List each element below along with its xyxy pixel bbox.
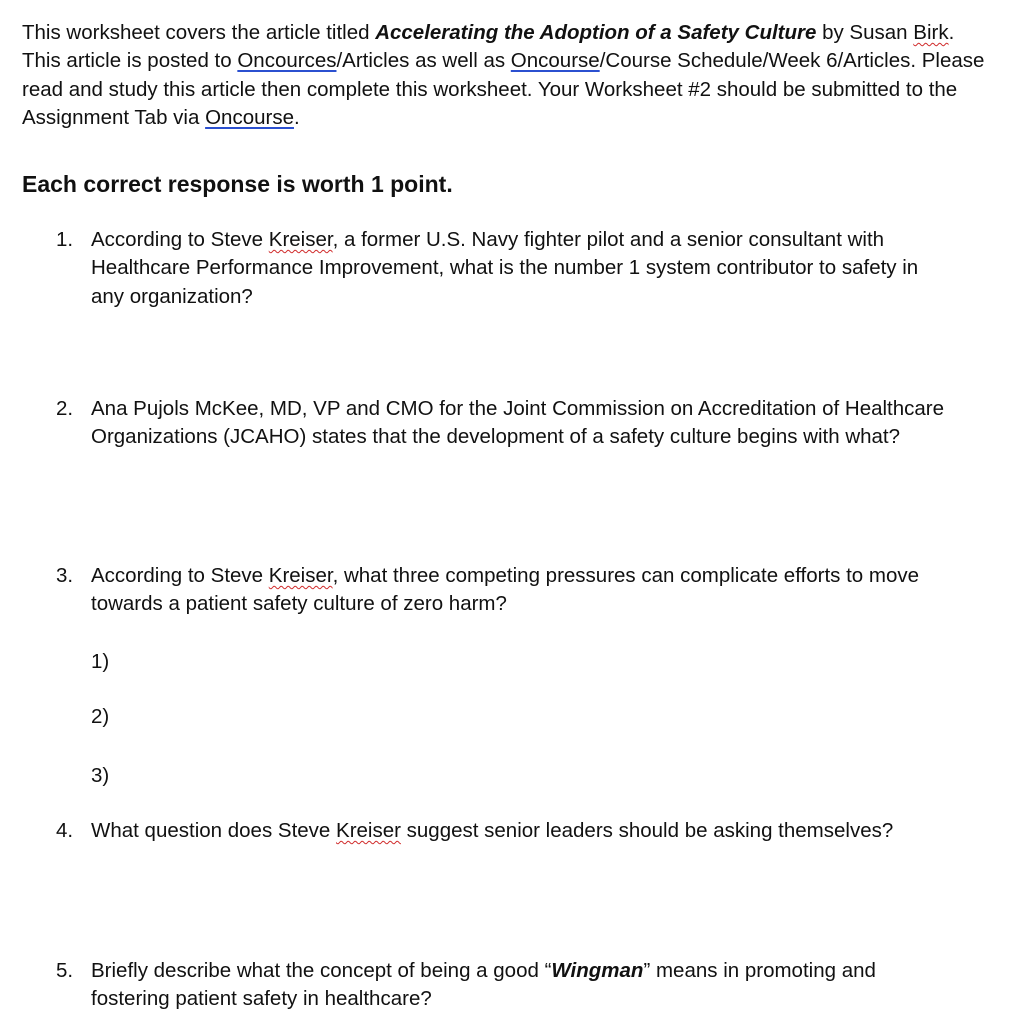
question-5 (56, 957, 956, 1014)
question-text-part: What question does Steve (91, 819, 337, 842)
intro-text-2: by Susan (816, 21, 914, 44)
question-number: 1. (56, 228, 74, 251)
question-text: Ana Pujols McKee, MD, VP and CMO for the Joint Commission on Accreditation of Healthcare Organizations (JCAHO) states that the development of a safety culture begins with what? (91, 397, 945, 449)
question-4 (56, 817, 956, 845)
question-text (91, 226, 956, 311)
oncourse-link-2[interactable]: Oncourse (205, 105, 294, 129)
question-number: 5. (56, 959, 74, 982)
points-heading: Each correct response is worth 1 point. (22, 171, 453, 197)
answer-slot-3: 3) (91, 764, 110, 787)
intro-text-5: /Course Schedule/Week 6/Articles. Please read and study this article then complete this worksheet. Your Worksheet #2 should be submitted to the Assignment Tab via (22, 49, 985, 129)
kreiser-name: Kreiser (268, 228, 333, 251)
oncourse-link-1[interactable]: Oncourse (510, 49, 600, 73)
question-text-part: , what three competing pressures can complicate efforts to move towards a patient safety culture of zero harm? (91, 564, 920, 616)
question-text-part: ” means in promoting and fostering patient safety in healthcare? (91, 959, 876, 1011)
question-number: 3. (56, 564, 74, 587)
article-title: Accelerating the Adoption of a Safety Culture (375, 21, 817, 44)
intro-text-4: /Articles as well as (336, 49, 511, 73)
question-text (91, 817, 956, 845)
question-number: 2. (56, 397, 74, 420)
oncources-link[interactable]: Oncources (237, 49, 337, 73)
question-number: 4. (56, 819, 74, 842)
question-text-part: Briefly describe what the concept of being a good “ (91, 959, 552, 982)
kreiser-name: Kreiser (336, 819, 401, 842)
question-text-part: suggest senior leaders should be asking themselves? (400, 819, 894, 842)
question-text-part: , a former U.S. Navy fighter pilot and a senior consultant with Healthcare Performance Improvement, what is the number 1 system contributor to safety in any organization? (91, 228, 919, 308)
question-1 (56, 226, 956, 311)
intro-text-1: This worksheet covers the article titled (22, 21, 376, 44)
question-text (91, 957, 956, 1014)
intro-text-6: . (293, 105, 300, 129)
question-3 (56, 562, 956, 619)
wingman-term: Wingman (551, 959, 644, 982)
author-last-name: Birk (913, 21, 949, 44)
question-text-part: According to Steve (91, 228, 269, 251)
answer-slot-1: 1) (91, 650, 110, 673)
kreiser-name: Kreiser (268, 564, 333, 587)
question-2 (56, 395, 956, 452)
intro-text-3: . This article is posted to (22, 21, 955, 73)
answer-slot-2: 2) (91, 705, 110, 728)
question-text-part: According to Steve (91, 564, 269, 587)
intro-paragraph (22, 19, 992, 132)
question-text (91, 562, 956, 619)
